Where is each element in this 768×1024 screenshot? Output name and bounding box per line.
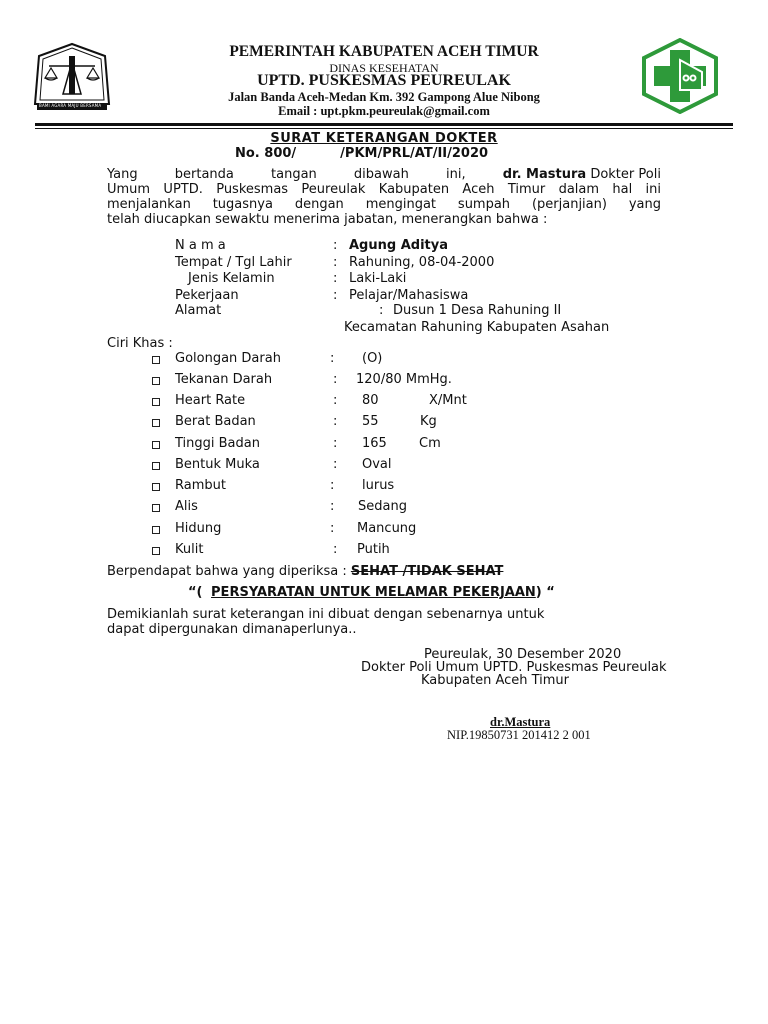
header-department: DINAS KESEHATAN — [329, 61, 439, 75]
ciri-label: Alis — [175, 499, 198, 514]
identity-colon: : — [333, 271, 338, 286]
ciri-colon: : — [333, 414, 338, 429]
header-government: PEMERINTAH KABUPATEN ACEH TIMUR — [229, 43, 539, 60]
signatory-nip: NIP.19850731 201412 2 001 — [447, 728, 591, 742]
ciri-value: Putih — [357, 542, 390, 557]
signature-position-1: Dokter Poli Umum UPTD. Puskesmas Peureulak — [361, 660, 667, 675]
identity-value: Rahuning, 08-04-2000 — [349, 255, 495, 270]
ciri-label: Hidung — [175, 521, 222, 536]
ciri-label: Tekanan Darah — [175, 372, 273, 387]
letterhead-divider-thick — [35, 123, 733, 126]
ciri-label: Tinggi Badan — [175, 436, 260, 451]
signatory-name: dr.Mastura — [490, 715, 551, 729]
intro-word: bertanda — [174, 167, 234, 182]
identity-label: Jenis Kelamin — [188, 271, 275, 286]
ciri-colon: : — [330, 521, 335, 536]
identity-label: Pekerjaan — [175, 288, 239, 303]
ciri-value: 55 — [362, 414, 379, 429]
intro-line-3 — [107, 197, 661, 212]
intro-line-1 — [107, 167, 661, 182]
checkbox-bullet-icon — [152, 419, 160, 427]
ciri-unit: X/Mnt — [429, 393, 467, 408]
identity-value: Pelajar/Mahasiswa — [349, 288, 469, 303]
closing-line-2: dapat dipergunakan dimanaperlunya.. — [107, 622, 357, 637]
ciri-value: 120/80 MmHg. — [356, 372, 452, 387]
checkbox-bullet-icon — [152, 356, 160, 364]
header-email: Email : upt.pkm.peureulak@gmail.com — [278, 104, 490, 118]
ciri-colon: : — [330, 499, 335, 514]
health-status: SEHAT /TIDAK SEHAT — [350, 564, 504, 579]
intro-word: Dokter Poli — [590, 167, 661, 182]
header-institution: UPTD. PUSKESMAS PEUREULAK — [257, 72, 511, 89]
document-number — [235, 146, 488, 161]
ciri-value: lurus — [362, 478, 395, 493]
checkbox-bullet-icon — [152, 377, 160, 385]
ciri-colon: : — [333, 393, 338, 408]
ciri-colon: : — [333, 372, 338, 387]
ciri-label: Berat Badan — [175, 414, 256, 429]
identity-colon: : — [379, 303, 384, 318]
ciri-value: Oval — [362, 457, 392, 472]
identity-colon: : — [333, 255, 338, 270]
intro-paragraph — [107, 167, 661, 227]
ciri-value: Mancung — [357, 521, 417, 536]
ciri-colon: : — [333, 542, 338, 557]
ciri-khas-label: Ciri Khas : — [107, 336, 173, 351]
identity-label: Alamat — [175, 303, 222, 318]
intro-text: Umum UPTD. Puskesmas Peureulak Kabupaten Aceh Timur dalam hal ini — [107, 182, 661, 197]
address-line-2: Kecamatan Rahuning Kabupaten Asahan — [344, 320, 610, 335]
document-title: SURAT KETERANGAN DOKTER — [270, 131, 498, 146]
checkbox-bullet-icon — [152, 526, 160, 534]
ciri-colon: : — [330, 478, 335, 493]
signature-position-2: Kabupaten Aceh Timur — [421, 673, 570, 688]
ciri-label: Rambut — [175, 478, 226, 493]
ciri-colon: : — [333, 457, 338, 472]
intro-word: tangan — [271, 167, 317, 182]
checkbox-bullet-icon — [152, 504, 160, 512]
ciri-label: Bentuk Muka — [175, 457, 260, 472]
intro-line-4: telah diucapkan sewaktu menerima jabatan, menerangkan bahwa : — [107, 212, 548, 227]
ciri-colon: : — [333, 436, 338, 451]
checkbox-bullet-icon — [152, 483, 160, 491]
ciri-value: (O) — [362, 351, 383, 366]
ciri-label: Kulit — [175, 542, 204, 557]
signature-place-date: Peureulak, 30 Desember 2020 — [424, 647, 622, 662]
intro-word: ini, — [445, 167, 466, 182]
ciri-label: Heart Rate — [175, 393, 246, 408]
ciri-unit: Kg — [420, 414, 437, 429]
ciri-unit: Cm — [419, 436, 441, 451]
checkbox-bullet-icon — [152, 398, 160, 406]
logo-motto-text: BAMI AGARA MAJU BERSAMA — [39, 103, 102, 108]
identity-value: Laki-Laki — [349, 271, 407, 286]
number-prefix: No. 800/ — [235, 146, 297, 161]
intro-word: dibawah — [353, 167, 409, 182]
intro-line-2 — [107, 182, 661, 197]
purpose-line — [188, 585, 555, 600]
purpose-open: “( — [188, 585, 203, 600]
number-suffix: /PKM/PRL/AT/II/2020 — [340, 146, 489, 161]
identity-colon: : — [333, 238, 338, 253]
purpose-text: PERSYARATAN UNTUK MELAMAR PEKERJAAN — [211, 585, 536, 600]
identity-colon: : — [333, 288, 338, 303]
doctor-name: dr. Mastura — [502, 167, 587, 182]
checkbox-bullet-icon — [152, 462, 160, 470]
opinion-line — [107, 564, 503, 579]
letterhead-divider-thin — [35, 128, 733, 129]
ciri-value: 80 — [362, 393, 379, 408]
ciri-label: Golongan Darah — [175, 351, 281, 366]
ciri-value: Sedang — [358, 499, 407, 514]
purpose-close: ) “ — [535, 585, 555, 600]
opinion-label: Berpendapat bahwa yang diperiksa : — [107, 564, 347, 579]
ciri-value: 165 — [362, 436, 387, 451]
checkbox-bullet-icon — [152, 547, 160, 555]
identity-label: N a m a — [175, 238, 226, 253]
intro-text: menjalankan tugasnya dengan mengingat sumpah (perjanjian) yang — [107, 197, 661, 212]
checkbox-bullet-icon — [152, 441, 160, 449]
identity-value: Agung Aditya — [349, 238, 448, 253]
intro-word: Yang — [107, 167, 138, 182]
ciri-colon: : — [330, 351, 335, 366]
identity-value: Dusun 1 Desa Rahuning II — [393, 303, 562, 318]
identity-label: Tempat / Tgl Lahir — [175, 255, 292, 270]
header-address: Jalan Banda Aceh-Medan Km. 392 Gampong Alue Nibong — [228, 90, 540, 104]
closing-line-1: Demikianlah surat keterangan ini dibuat dengan sebenarnya untuk — [107, 607, 545, 622]
